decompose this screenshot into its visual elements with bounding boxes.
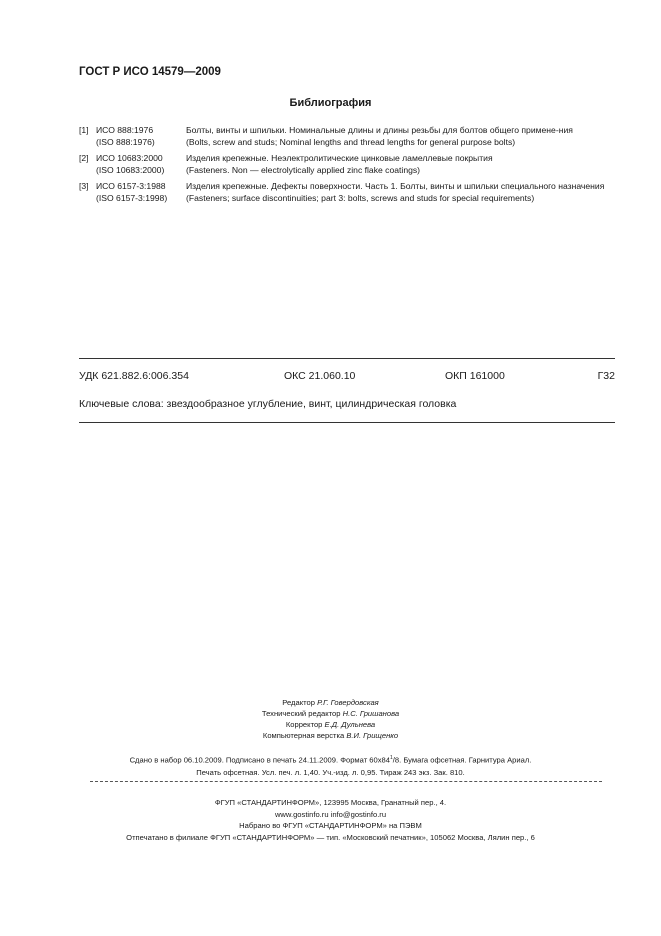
bibliography-entry bbox=[79, 181, 619, 193]
publisher-line: www.gostinfo.ru info@gostinfo.ru bbox=[274, 809, 387, 819]
imprint-block bbox=[0, 752, 661, 779]
okp-code: ОКП 161000 bbox=[445, 370, 505, 382]
entry-text: Изделия крепежные. Дефекты поверхности. Часть 1. Болты, винты и шпильки специального назначения bbox=[186, 181, 605, 191]
publisher-line: Отпечатано в филиале ФГУП «СТАНДАРТИНФОРМ» — тип. «Московский печатник», 105062 Москва, Лялин пер., 6 bbox=[126, 832, 535, 842]
credit-name: Е.Д. Дульнева bbox=[324, 720, 376, 729]
divider-top bbox=[79, 358, 615, 359]
imprint-line-1: Сдано в набор 06.10.2009. Подписано в печать 24.11.2009. Формат $60x84^1/8$. Бумага офсетная. Гарнитура Ариал. bbox=[129, 755, 532, 765]
imprint-line-2: Печать офсетная. Усл. печ. л. 1,40. Уч.-изд. л. 0,95. Тираж 243 экз. Зак. 810. bbox=[196, 767, 465, 777]
credit-role: Корректор bbox=[285, 720, 323, 729]
entry-text: (Fasteners; surface discontinuities; part 3: bolts, screws and studs for special requirements) bbox=[186, 192, 535, 203]
publisher-block bbox=[0, 797, 661, 843]
credit-name: Н.С. Гришанова bbox=[342, 709, 400, 718]
publisher-line: Набрано во ФГУП «СТАНДАРТИНФОРМ» на ПЭВМ bbox=[239, 821, 422, 830]
entry-number bbox=[79, 165, 96, 177]
credit-line bbox=[0, 719, 661, 730]
bibliography-entry bbox=[79, 165, 619, 177]
entry-number: [2] bbox=[79, 153, 89, 163]
bibliography-title: Библиография bbox=[289, 97, 372, 109]
publisher-line: ФГУП «СТАНДАРТИНФОРМ», 123995 Москва, Гранатный пер., 4. bbox=[214, 798, 447, 807]
udk-code: УДК 621.882.6:006.354 bbox=[79, 370, 189, 382]
entry-number bbox=[79, 137, 96, 149]
bibliography-entry bbox=[79, 193, 619, 205]
entry-code: ИСО 6157-3:1988 bbox=[96, 181, 166, 191]
credit-line bbox=[0, 730, 661, 741]
keywords: Ключевые слова: звездообразное углубление, винт, цилиндрическая головка bbox=[79, 398, 457, 410]
credit-name: Р.Г. Говердовская bbox=[317, 698, 379, 707]
bibliography-entry bbox=[79, 153, 619, 165]
entry-text: Болты, винты и шпильки. Номинальные длины и длины резьбы для болтов общего примене-ния bbox=[186, 125, 573, 135]
classification-row bbox=[79, 370, 615, 384]
bibliography-entry bbox=[79, 125, 619, 137]
credit-line bbox=[0, 708, 661, 719]
credit-name: В.И. Грищенко bbox=[346, 731, 399, 740]
entry-number: [3] bbox=[79, 181, 89, 191]
bibliography-entry bbox=[79, 137, 619, 149]
credit-role: Компьютерная верстка bbox=[262, 731, 345, 740]
credit-role: Технический редактор bbox=[261, 709, 341, 718]
entry-text: Изделия крепежные. Неэлектролитические цинковые ламеллевые покрытия bbox=[186, 153, 493, 163]
entry-code: (ISO 888:1976) bbox=[96, 136, 155, 147]
credits-block bbox=[0, 697, 661, 741]
entry-number bbox=[79, 193, 96, 205]
credit-line bbox=[0, 697, 661, 708]
entry-code: ИСО 888:1976 bbox=[96, 125, 154, 135]
document-header: ГОСТ Р ИСО 14579—2009 bbox=[79, 66, 221, 78]
entry-code: (ISO 10683:2000) bbox=[96, 164, 165, 175]
oks-code: ОКС 21.060.10 bbox=[284, 370, 356, 382]
dashed-divider bbox=[90, 781, 602, 782]
entry-text: (Bolts, screw and studs; Nominal lengths and thread lengths for general purpose bolts) bbox=[186, 136, 516, 147]
entry-code: (ISO 6157-3:1998) bbox=[96, 192, 168, 203]
entry-number: [1] bbox=[79, 125, 89, 135]
group-code: Г32 bbox=[597, 370, 615, 382]
credit-role: Редактор bbox=[282, 698, 315, 707]
divider-bottom bbox=[79, 422, 615, 423]
entry-code: ИСО 10683:2000 bbox=[96, 153, 163, 163]
entry-text: (Fasteners. Non — electrolytically applied zinc flake coatings) bbox=[186, 164, 421, 175]
bibliography-list bbox=[79, 125, 619, 204]
